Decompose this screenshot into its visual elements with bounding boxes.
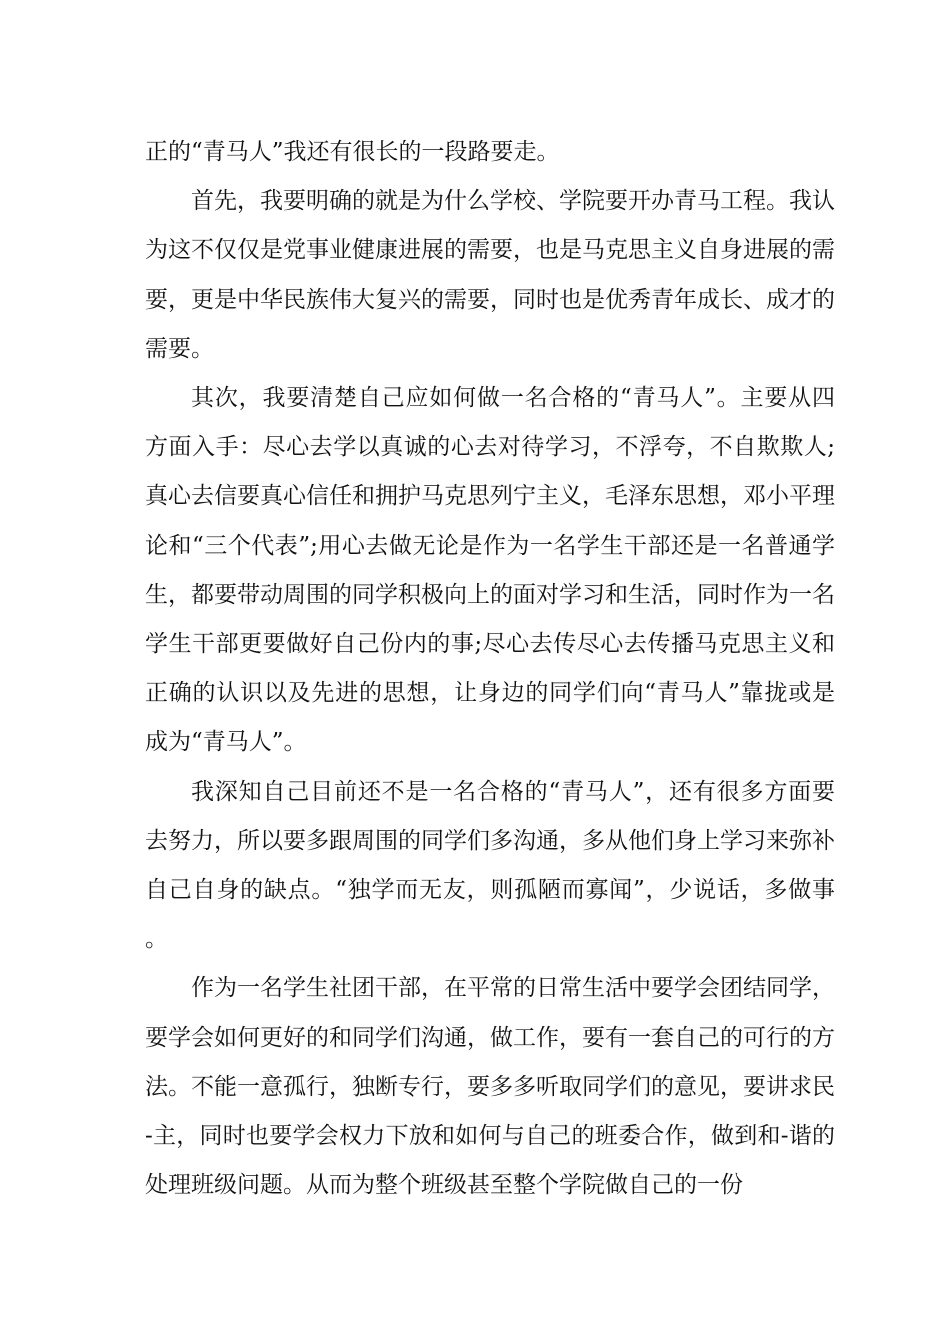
document-page (145, 128, 835, 1210)
paragraph-continuation: 正的“青马人”我还有很长的一段路要走。 (145, 139, 560, 165)
paragraph-purpose: 首先，我要明确的就是为什么学校、学院要开办青马工程。我认为这不仅仅是党事业健康进展的需要，也是马克思主义自身进展的需要，更是中华民族伟大复兴的需要，同时也是优秀青年成长、成才的需要。 (145, 188, 835, 362)
paragraph-approach: 其次，我要清楚自己应如何做一名合格的“青马人”。主要从四方面入手：尽心去学以真诚的心去对待学习，不浮夸，不自欺欺人;真心去信要真心信任和拥护马克思列宁主义，毛泽东思想，邓小平理论和“三个代表”;用心去做无论是作为一名学生干部还是一名普通学生，都要带动周围的同学积极向上的面对学习和生活，同时作为一名学生干部更要做好自己份内的事;尽心去传尽心去传播马克思主义和正确的认识以及先进的思想，让身边的同学们向“青马人”靠拢或是成为“青马人”。 (145, 385, 835, 756)
paragraph-self-reflection: 我深知自己目前还不是一名合格的“青马人”，还有很多方面要去努力，所以要多跟周围的同学们多沟通，多从他们身上学习来弥补自己自身的缺点。“独学而无友，则孤陋而寡闻”，少说话，多做事。 (145, 778, 835, 953)
paragraph-cadre-duty: 作为一名学生社团干部，在平常的日常生活中要学会团结同学，要学会如何更好的和同学们沟通，做工作，要有一套自己的可行的方法。不能一意孤行，独断专行，要多多听取同学们的意见，要讲求民-主，同时也要学会权力下放和如何与自己的班委合作，做到和-谐的处理班级问题。从而为整个班级甚至整个学院做自己的一份 (145, 975, 835, 1199)
